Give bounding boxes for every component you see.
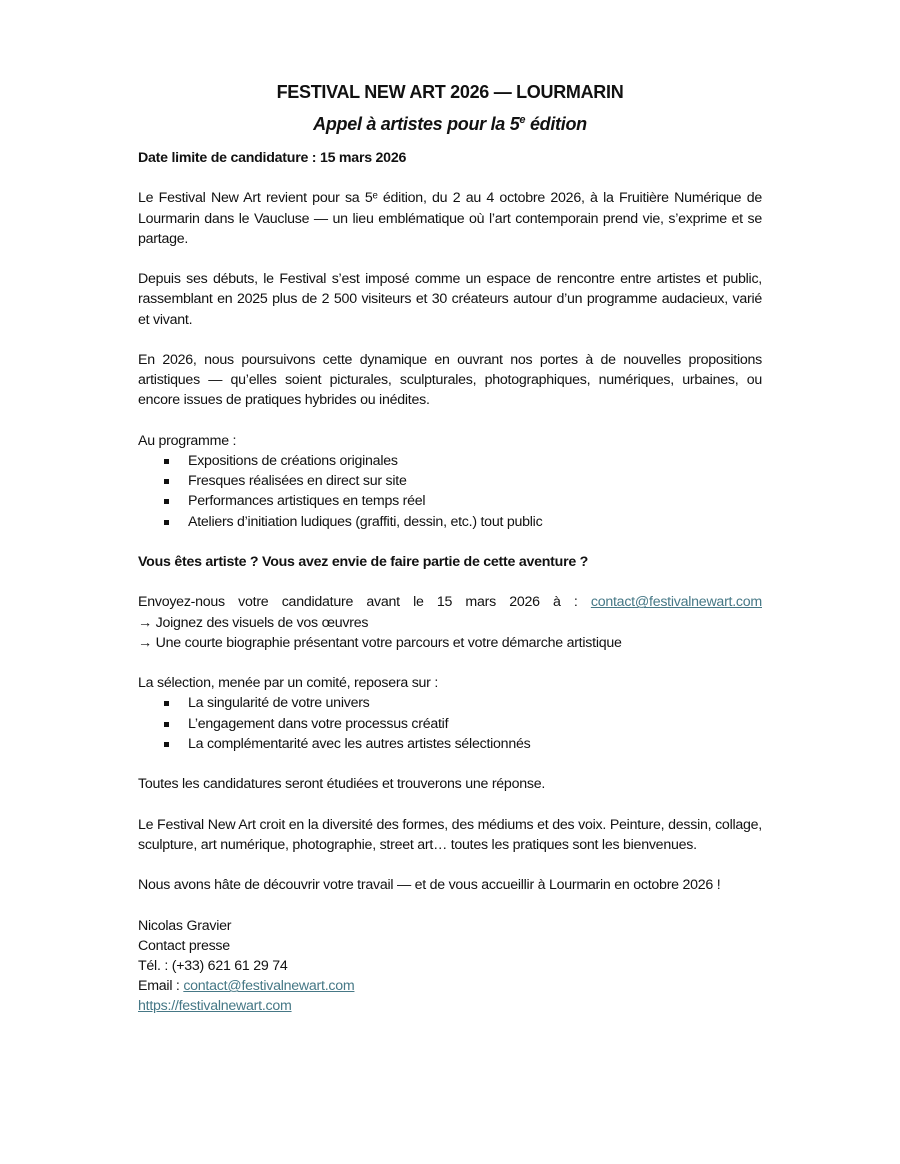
subtitle-sup: e xyxy=(519,114,526,126)
closing-response: Toutes les candidatures seront étudiées et trouverons une réponse. xyxy=(138,776,546,793)
list-item: L’engagement dans votre processus créatif xyxy=(138,714,762,734)
deadline: Date limite de candidature : 15 mars 2026 xyxy=(138,150,407,166)
paragraph-intro: Le Festival New Art revient pour sa 5ᵉ édition, du 2 au 4 octobre 2026, à la Fruitière Numérique de Lourmarin dans le Vaucluse — un lieu emblématique où l’art contemporain prend vie, s’exprime et se partage. xyxy=(138,190,762,247)
submission-block xyxy=(138,592,762,653)
submission-bio: → Une courte biographie présentant votre parcours et votre démarche artistique xyxy=(138,634,622,651)
signature-block xyxy=(138,916,762,1017)
submission-visuals: → Joignez des visuels de vos œuvres xyxy=(138,614,369,631)
call-question: Vous êtes artiste ? Vous avez envie de faire partie de cette aventure ? xyxy=(138,553,589,570)
signature-name: Nicolas Gravier xyxy=(138,917,232,934)
list-item: Fresques réalisées en direct sur site xyxy=(138,471,762,491)
document-page xyxy=(138,78,762,1037)
list-item: La singularité de votre univers xyxy=(138,693,762,713)
signature-email-line xyxy=(138,976,762,996)
subtitle-text: Appel à artistes pour la 5 xyxy=(313,114,520,134)
signature-phone: Tél. : (+33) 621 61 29 74 xyxy=(138,957,288,974)
signature-website-line xyxy=(138,996,762,1016)
subtitle-text-end: édition xyxy=(525,114,587,134)
list-item: La complémentarité avec les autres artistes sélectionnés xyxy=(138,734,762,754)
paragraph-history: Depuis ses débuts, le Festival s’est imposé comme un espace de rencontre entre artistes et public, rassemblant en 2025 plus de 2 500 visiteurs et 30 créateurs autour d’un programme audacieux, varié et vivant. xyxy=(138,271,762,328)
programme-label: Au programme : xyxy=(138,432,237,449)
list-item: Ateliers d’initiation ludiques (graffiti, dessin, etc.) tout public xyxy=(138,512,762,532)
document-subtitle xyxy=(138,106,762,138)
programme-list xyxy=(138,451,762,532)
signature-email-link[interactable]: contact@festivalnewart.com xyxy=(183,978,355,995)
email-label: Email : xyxy=(138,978,184,995)
document-title: FESTIVAL NEW ART 2026 — LOURMARIN xyxy=(276,82,624,102)
website-link[interactable]: https://festivalnewart.com xyxy=(138,998,292,1015)
list-item: Performances artistiques en temps réel xyxy=(138,491,762,511)
selection-list xyxy=(138,693,762,754)
submission-text: Envoyez-nous votre candidature avant le 15 mars 2026 à : xyxy=(138,594,591,611)
closing-welcome: Nous avons hâte de découvrir votre travail — et de vous accueillir à Lourmarin en octobre 2026 ! xyxy=(138,877,721,894)
submission-line xyxy=(138,592,762,612)
closing-diversity: Le Festival New Art croit en la diversité des formes, des médiums et des voix. Peinture, dessin, collage, sculpture, art numérique, photographie, street art… toutes les pratiques sont les bienvenues. xyxy=(138,816,762,853)
selection-label: La sélection, menée par un comité, reposera sur : xyxy=(138,675,439,692)
list-item: Expositions de créations originales xyxy=(138,451,762,471)
paragraph-2026: En 2026, nous poursuivons cette dynamique en ouvrant nos portes à de nouvelles propositions artistiques — qu’elles soient picturales, sculpturales, photographiques, numériques, urbaines, ou encore issues de pratiques hybrides ou inédites. xyxy=(138,351,762,409)
submission-email-link[interactable]: contact@festivalnewart.com xyxy=(590,594,762,611)
signature-role: Contact presse xyxy=(138,937,230,954)
